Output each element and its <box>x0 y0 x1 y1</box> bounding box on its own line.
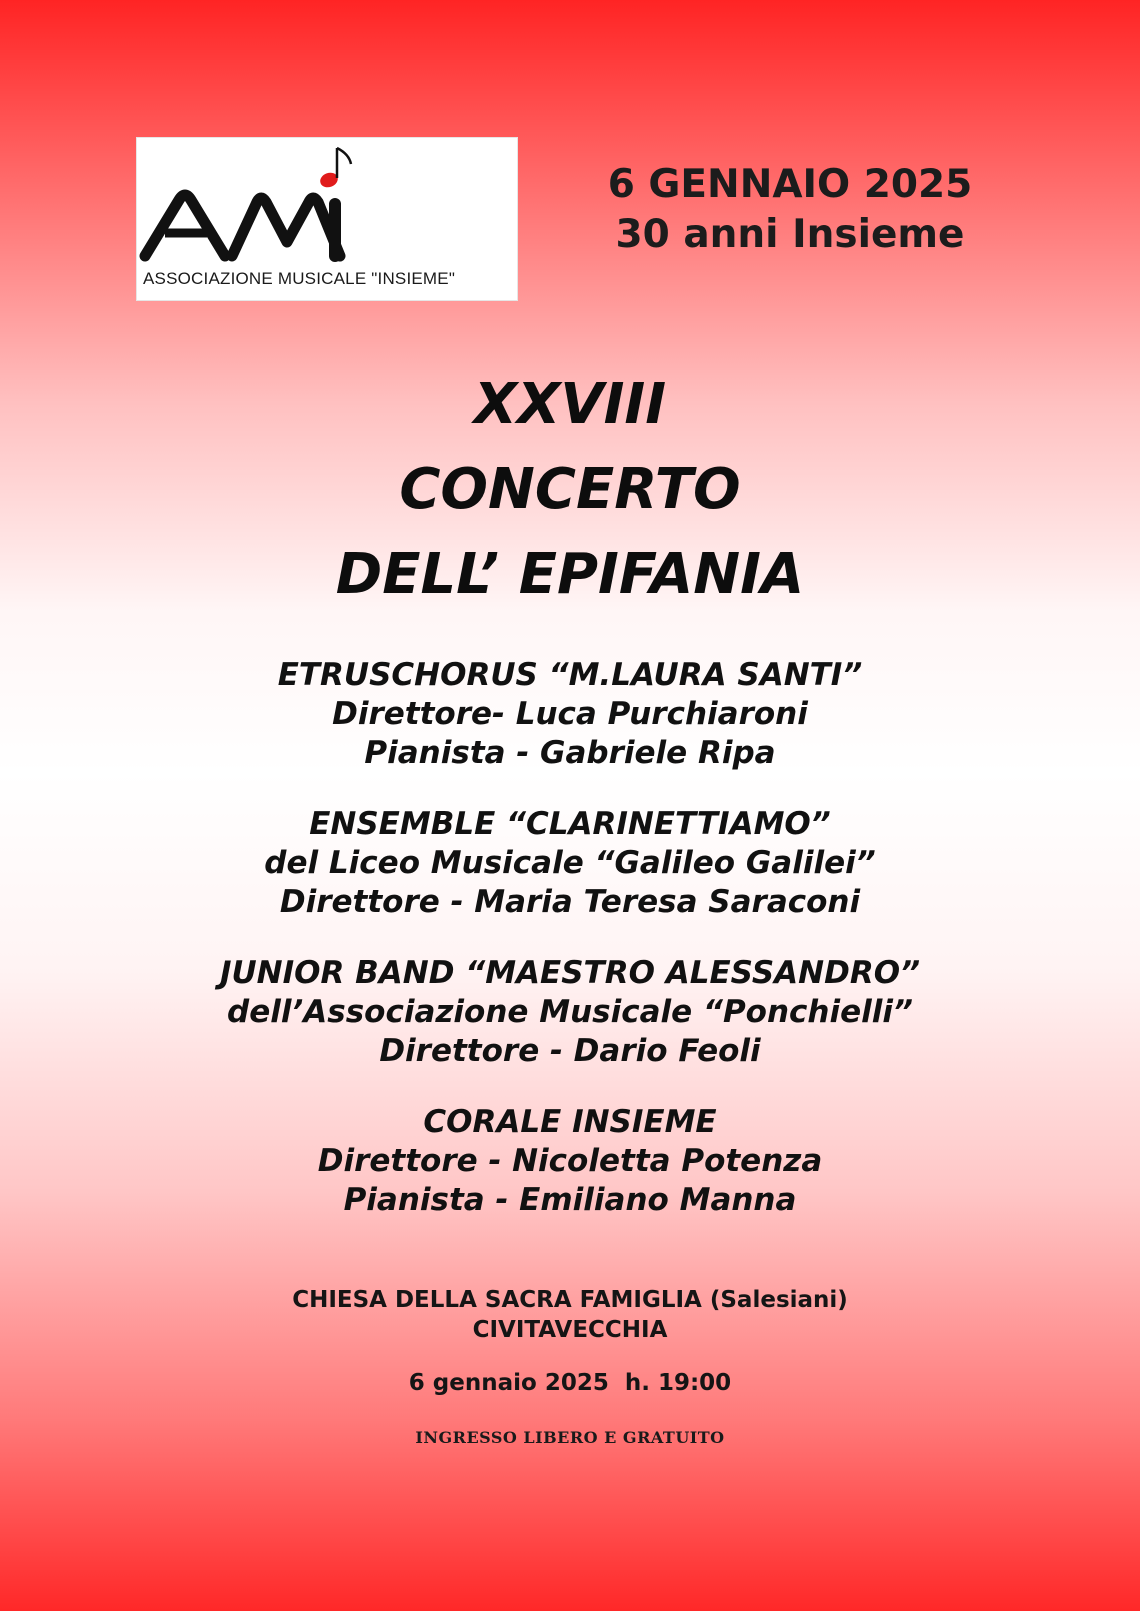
group-line: Direttore - Nicoletta Potenza <box>317 1143 823 1179</box>
group-line: del Liceo Musicale “Galileo Galilei” <box>264 845 876 881</box>
performer-group <box>0 805 1140 922</box>
performers <box>0 656 1140 1252</box>
title-line-3: DELL’ EPIFANIA <box>335 542 805 607</box>
title-line-1: XXVIII <box>473 372 667 437</box>
group-name: ENSEMBLE “CLARINETTIAMO” <box>309 806 831 842</box>
concert-title <box>0 362 1140 617</box>
group-line: Pianista - Emiliano Manna <box>343 1182 797 1218</box>
group-line: dell’Associazione Musicale “Ponchielli” <box>227 994 913 1030</box>
performer-group <box>0 656 1140 773</box>
logo <box>136 137 518 301</box>
performer-group <box>0 954 1140 1071</box>
header-anniversary: 30 anni Insieme <box>615 212 965 257</box>
header-date: 6 GENNAIO 2025 <box>607 162 973 207</box>
group-name: ETRUSCHORUS “M.LAURA SANTI” <box>277 657 863 693</box>
music-note-icon <box>318 148 351 190</box>
venue <box>0 1285 1140 1345</box>
group-name: JUNIOR BAND “MAESTRO ALESSANDRO” <box>219 955 921 991</box>
group-line: Direttore - Maria Teresa Saraconi <box>279 884 861 920</box>
group-line: Direttore - Dario Feoli <box>379 1033 761 1069</box>
group-line: Pianista - Gabriele Ripa <box>364 735 776 771</box>
performer-group <box>0 1103 1140 1220</box>
header <box>545 160 1035 260</box>
venue-church: CHIESA DELLA SACRA FAMIGLIA (Salesiani) <box>292 1287 848 1313</box>
event-datetime: 6 gennaio 2025 h. 19:00 <box>408 1370 732 1396</box>
entry-note: INGRESSO LIBERO E GRATUITO <box>415 1428 725 1447</box>
group-name: CORALE INSIEME <box>423 1104 717 1140</box>
title-line-2: CONCERTO <box>399 457 741 522</box>
logo-caption: ASSOCIAZIONE MUSICALE "INSIEME" <box>143 269 456 288</box>
group-line: Direttore- Luca Purchiaroni <box>332 696 808 732</box>
venue-city: CIVITAVECCHIA <box>472 1317 668 1343</box>
